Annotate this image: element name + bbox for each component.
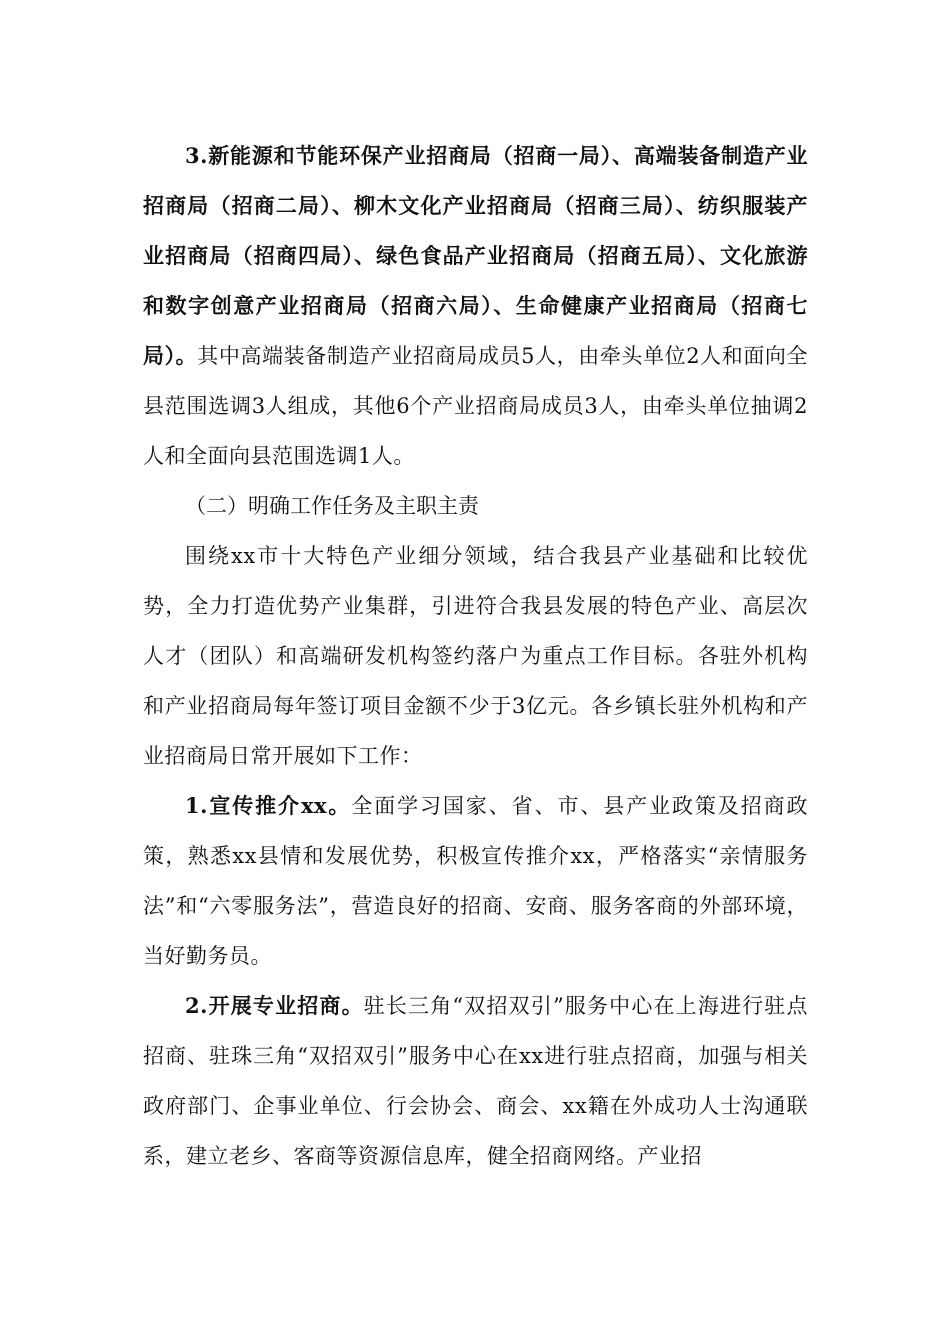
bureaus-list-bold: 3.新能源和节能环保产业招商局（招商一局）、高端装备制造产业招商局（招商二局）、柳木文化产业招商局（招商三局）、纺织服装产业招商局（招商四局）、绿色食品产业招商局（招商五局）、文化旅游和数字创意产业招商局（招商六局）、生命健康产业招商局（招商七局）。 <box>143 143 808 368</box>
section-heading-tasks: （二）明确工作任务及主职主责 <box>185 494 479 518</box>
professional-investment-text: 驻长三角“双招双引”服务中心在上海进行驻点招商、驻珠三角“双招双引”服务中心在xx进行驻点招商，加强与相关政府部门、企事业单位、行会协会、商会、xx籍在外成功人士沟通联系，建立老乡、客商等资源信息库，健全招商网络。产业招 <box>143 994 808 1168</box>
paragraph-professional-investment <box>143 981 808 1181</box>
document-body <box>143 131 808 1181</box>
paragraph-work-goals: 围绕xx市十大特色产业细分领域，结合我县产业基础和比较优势，全力打造优势产业集群，引进符合我县发展的特色产业、高层次人才（团队）和高端研发机构签约落户为重点工作目标。各驻外机构和产业招商局每年签订项目金额不少于3亿元。各乡镇长驻外机构和产业招商局日常开展如下工作： <box>143 544 808 768</box>
promotion-bold-lead: 1.宣传推介xx。 <box>185 793 352 818</box>
bureaus-staffing-text: 其中高端装备制造产业招商局成员5人，由牵头单位2人和面向全县范围选调3人组成，其他6个产业招商局成员3人，由牵头单位抽调2人和全面向县范围选调1人。 <box>143 344 808 468</box>
professional-investment-bold-lead: 2.开展专业招商。 <box>185 993 364 1018</box>
paragraph-promotion <box>143 781 808 981</box>
paragraph-investment-bureaus <box>143 131 808 481</box>
promotion-text: 全面学习国家、省、市、县产业政策及招商政策，熟悉xx县情和发展优势，积极宣传推介xx，严格落实“亲情服务法”和“六零服务法”，营造良好的招商、安商、服务客商的外部环境，当好勤务员。 <box>143 794 809 968</box>
